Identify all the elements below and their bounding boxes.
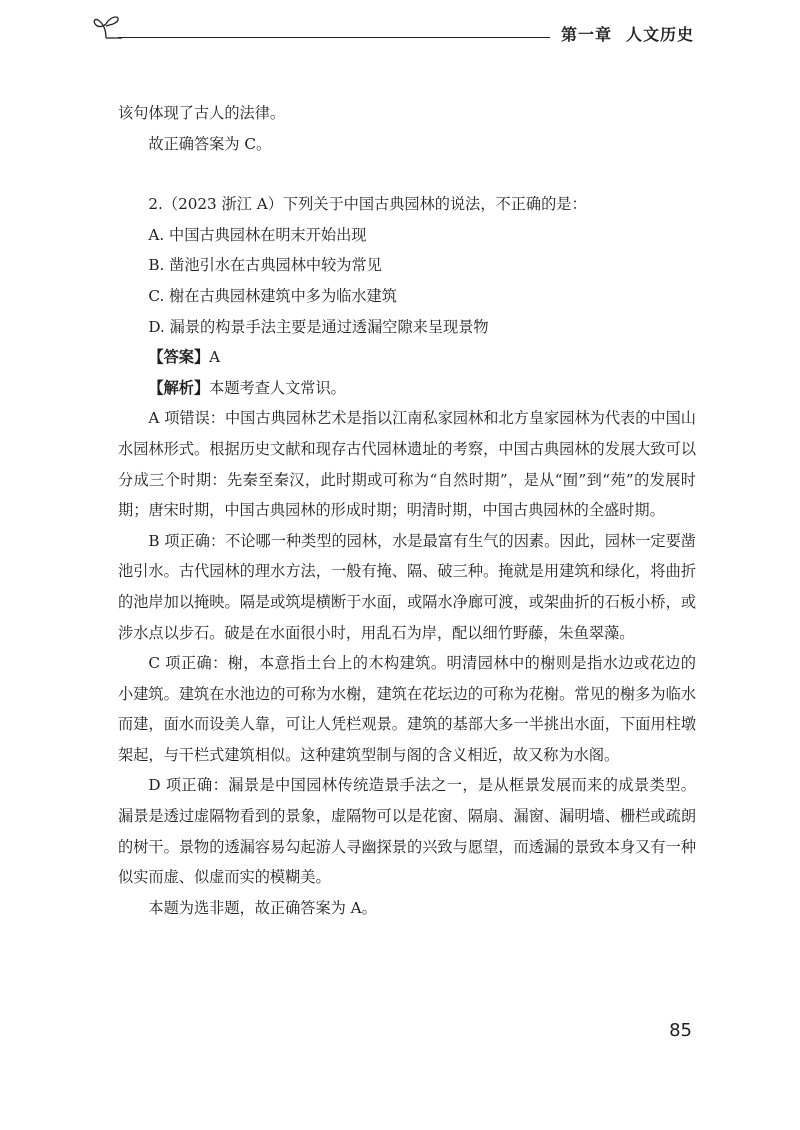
intro-line-1: 该句体现了古人的法律。: [118, 104, 286, 122]
option-d: D. 漏景的构景手法主要是通过透漏空隙来呈现景物: [148, 317, 489, 336]
explanation-b: B 项正确：不论哪一种类型的园林，水是最富有生气的因素。因此，园林一定要凿池引水。古代园林的理水方法，一般有掩、隔、破三种。掩就是用建筑和绿化，将曲折的池岸加以掩映。隔是或筑堤横断于水面，或隔水净廊可渡，或架曲折的石板小桥，或涉水点以步石。破是在水面很小时，用乱石为岸，配以细竹野藤，朱鱼翠藻。: [118, 531, 696, 642]
header-rule: [118, 37, 550, 38]
spacer: [118, 159, 696, 189]
chapter-name: 人文历史: [625, 25, 694, 44]
answer-label: 【答案】: [148, 348, 210, 367]
option-b: B. 凿池引水在古典园林中较为常见: [148, 256, 382, 275]
answer-value: A: [209, 348, 221, 367]
conclusion: 本题为选非题，故正确答案为 A。: [148, 898, 377, 917]
chapter-title: [561, 22, 694, 45]
explanation-a: A 项错误：中国古典园林艺术是指以江南私家园林和北方皇家园林为代表的中国山水园林形式。根据历史文献和现存古代园林遗址的考察，中国古典园林的发展大致可以分成三个时期：先秦至秦汉，此时期或可称为“自然时期”，是从“囿”到“苑”的发展时期；唐宋时期，中国古典园林的形成时期；明清时期，中国古典园林的全盛时期。: [118, 409, 696, 520]
page-body: [118, 98, 696, 923]
chapter-number: 第一章: [560, 25, 612, 44]
page-header: [0, 0, 800, 60]
option-a: A. 中国古典园林在明末开始出现: [148, 225, 367, 244]
explanation-c: C 项正确：榭，本意指土台上的木构建筑。明清园林中的榭则是指水边或花边的小建筑。建筑在水池边的可称为水榭，建筑在花坛边的可称为花榭。常见的榭多为临水而建，面水而设美人靠，可让人凭栏观景。建筑的基部大多一半挑出水面，下面用柱墩架起，与干栏式建筑相似。这种建筑型制与阁的含义相近，故又称为水阁。: [118, 654, 696, 764]
explanation-d: D 项正确：漏景是中国园林传统造景手法之一，是从框景发展而来的成景类型。漏景是透过虚隔物看到的景象，虚隔物可以是花窗、隔扇、漏窗、漏明墙、栅栏或疏朗的树干。景物的透漏容易勾起游人寻幽探景的兴致与愿望，而透漏的景致本身又有一种似实而虚、似虚而实的模糊美。: [118, 776, 696, 887]
analysis-intro: 本题考查人文常识。: [209, 378, 346, 397]
answer-line: [118, 342, 696, 373]
page-number: 85: [669, 1020, 692, 1041]
question-stem: 2.（2023 浙江 A）下列关于中国古典园林的说法，不正确的是：: [148, 195, 587, 214]
analysis-line: [118, 373, 696, 404]
option-c: C. 榭在古典园林建筑中多为临水建筑: [148, 286, 397, 305]
analysis-label: 【解析】: [148, 378, 210, 397]
intro-line-2: 故正确答案为 C。: [148, 134, 272, 153]
